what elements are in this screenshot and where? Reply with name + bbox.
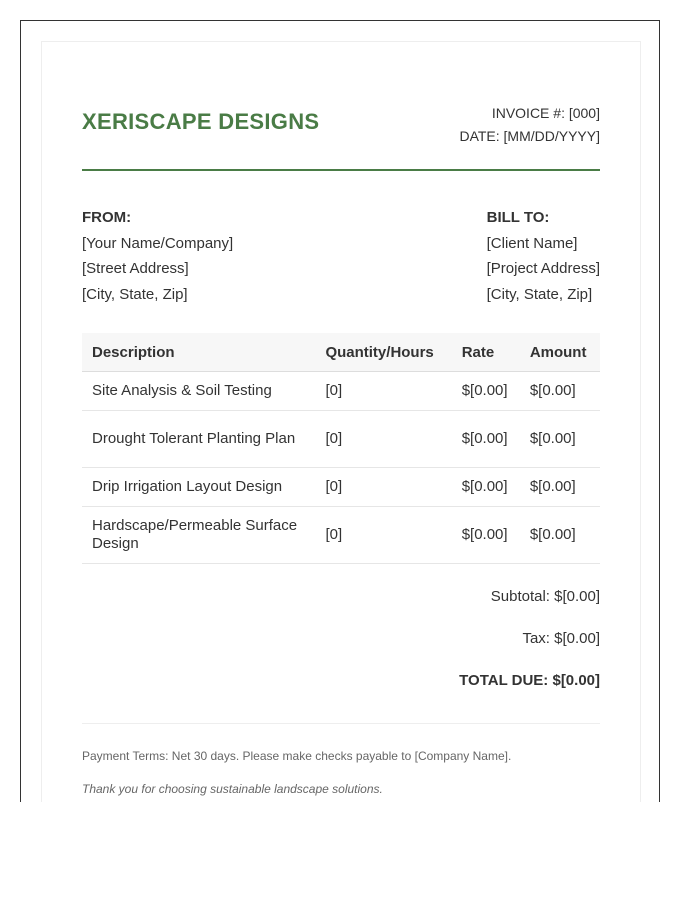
item-amount: $[0.00] [520,411,600,468]
item-amount: $[0.00] [520,507,600,564]
from-name: [Your Name/Company] [82,234,234,252]
item-rate: $[0.00] [452,411,520,468]
client-name: [Client Name] [486,234,578,252]
item-description: Drip Irrigation Layout Design [82,468,315,507]
header-rate: Rate [452,333,520,372]
item-quantity: [0] [315,411,451,468]
invoice-date: DATE: [MM/DD/YYYY] [459,128,600,144]
table-row [82,411,600,468]
header-amount: Amount [520,333,600,372]
invoice-number: INVOICE #: [000] [491,105,600,121]
item-rate: $[0.00] [452,372,520,411]
project-address: [Project Address] [486,260,600,277]
item-quantity: [0] [315,372,451,411]
item-amount: $[0.00] [520,372,600,411]
tax: Tax: $[0.00] [522,630,600,647]
from-city: [City, State, Zip] [82,285,188,303]
line-items-table [82,333,600,564]
thank-you-note: Thank you for choosing sustainable landscape solutions. [82,782,383,796]
invoice-meta [459,102,600,148]
from-street: [Street Address] [82,260,189,277]
header-divider [82,169,600,171]
from-block [82,205,233,307]
item-quantity: [0] [315,468,451,507]
item-amount: $[0.00] [520,468,600,507]
footer-divider [82,723,600,724]
table-header-row [82,333,600,372]
document-frame [20,20,660,802]
item-description: Site Analysis & Soil Testing [82,372,315,411]
company-name: XERISCAPE DESIGNS [82,109,320,134]
subtotal: Subtotal: $[0.00] [490,588,600,605]
table-row [82,372,600,411]
header-description: Description [82,333,315,372]
total-due: TOTAL DUE: $[0.00] [459,672,600,689]
table-row [82,468,600,507]
table-row [82,507,600,564]
header-quantity: Quantity/Hours [315,333,451,372]
bill-to-block [487,205,600,307]
item-description: Drought Tolerant Planting Plan [82,411,315,468]
item-description: Hardscape/Permeable Surface Design [82,507,315,564]
totals-block [459,587,600,713]
client-city: [City, State, Zip] [486,285,593,303]
payment-terms: Payment Terms: Net 30 days. Please make checks payable to [Company Name]. [82,749,512,763]
bill-to-label: BILL TO: [486,209,550,226]
item-quantity: [0] [315,507,451,564]
item-rate: $[0.00] [452,468,520,507]
invoice-header [82,82,600,152]
item-rate: $[0.00] [452,507,520,564]
invoice-page [41,41,641,802]
from-label: FROM: [82,209,132,226]
